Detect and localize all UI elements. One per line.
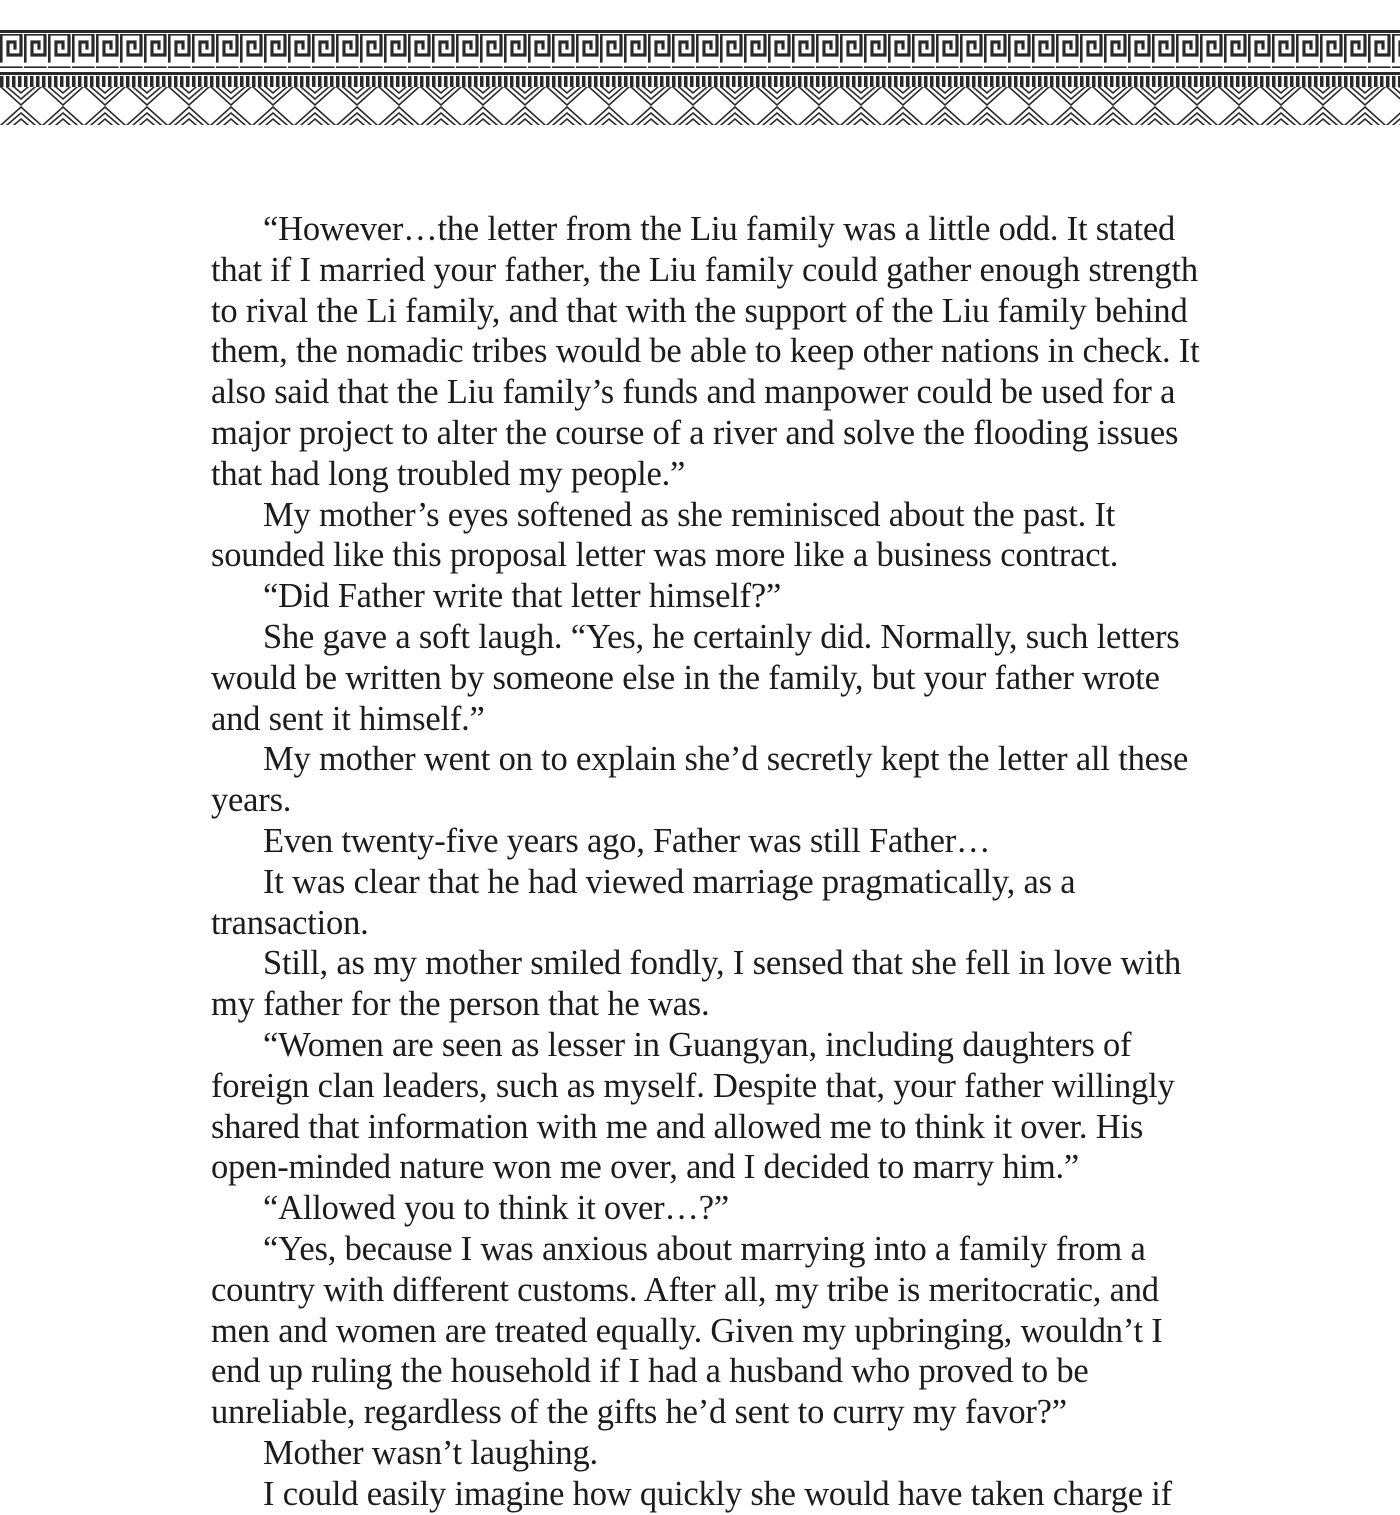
diamond-lattice-pattern-icon <box>0 87 1400 125</box>
paragraph: “Women are seen as lesser in Guangyan, including daughters of foreign clan leaders, such as myself. Despite that, your father willingly shared that information with me and allowed me to think it over. His open-minded nature won me over, and I decided to marry him.” <box>211 1025 1175 1187</box>
paragraph: I could easily imagine how quickly she would have taken charge if <box>263 1474 1172 1513</box>
page-body-text <box>211 209 1211 1515</box>
paragraph: Still, as my mother smiled fondly, I sensed that she fell in love with my father for the person that he was. <box>211 944 1182 1024</box>
paragraph: It was clear that he had viewed marriage pragmatically, as a transaction. <box>211 862 1076 942</box>
paragraph: “Did Father write that letter himself?” <box>263 577 782 616</box>
paragraph: “Yes, because I was anxious about marrying into a family from a country with different customs. After all, my tribe is meritocratic, and men and women are treated equally. Given my upbringing, wouldn’t I end up ruling the household if I had a husband who proved to be unreliable, regardless of the gifts he’d sent to curry my favor?” <box>211 1229 1163 1432</box>
tick-band-icon <box>0 72 1400 87</box>
paragraph: She gave a soft laugh. “Yes, he certainly did. Normally, such letters would be written by someone else in the family, but your father wrote and sent it himself.” <box>211 617 1180 738</box>
decorative-border <box>0 30 1400 126</box>
paragraph: “However…the letter from the Liu family was a little odd. It stated that if I married your father, the Liu family could gather enough strength to rival the Li family, and that with the support of the Liu family behind them, the nomadic tribes would be able to keep other nations in check. It also said that the Liu family’s funds and manpower could be used for a major project to alter the course of a river and solve the flooding issues that had long troubled my people.” <box>211 210 1200 493</box>
paragraph: Even twenty-five years ago, Father was still Father… <box>263 821 991 860</box>
paragraph: My mother’s eyes softened as she reminisced about the past. It sounded like this proposal letter was more like a business contract. <box>211 495 1119 575</box>
paragraph: My mother went on to explain she’d secretly kept the letter all these years. <box>211 740 1189 820</box>
greek-key-meander-pattern-icon <box>0 30 1400 68</box>
paragraph: “Allowed you to think it over…?” <box>263 1189 729 1228</box>
paragraph: Mother wasn’t laughing. <box>263 1433 598 1472</box>
